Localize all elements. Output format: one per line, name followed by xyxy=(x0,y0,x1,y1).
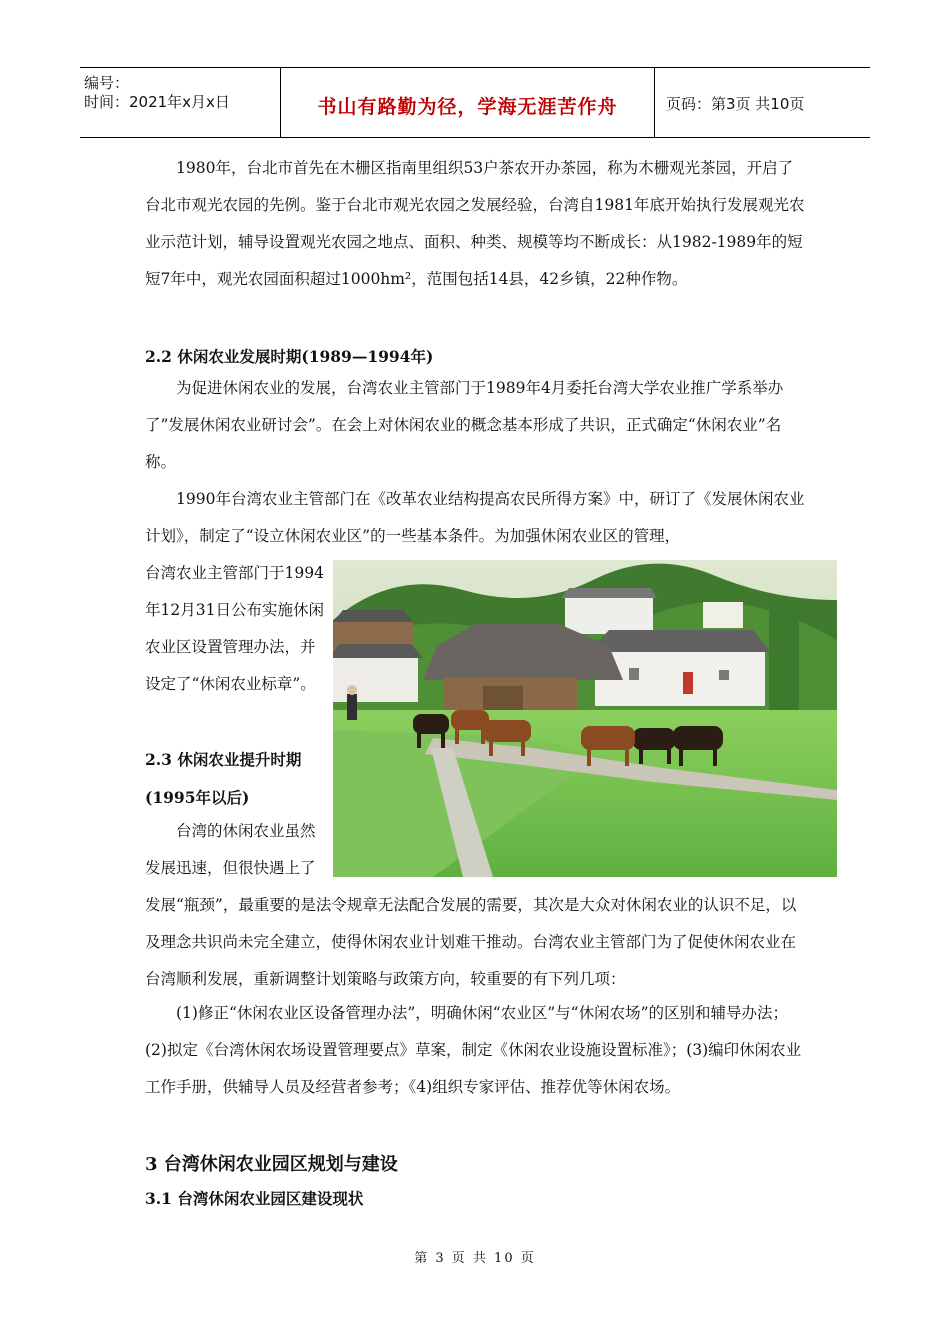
heading-2-3-years: (1995年以后) xyxy=(145,788,250,807)
paragraph-4: 发展“瓶颈”，最重要的是法令规章无法配合发展的需要，其次是大众对休闲农业的认识不足，以及理念共识尚未完全建立，使得休闲农业计划难干推动。台湾农业主管部门为了促使休闲农业在台湾顺利发展，重新调整计划策略与政策方向，较重要的有下列几项： xyxy=(145,896,797,988)
paragraph-4-start: 台湾的休闲农业虽然发展迅速，但很快遇上了 xyxy=(145,822,316,877)
document-date: 时间：2021年x月x日 xyxy=(84,93,230,111)
heading-3-1: 3.1 台湾休闲农业园区建设现状 xyxy=(145,1189,364,1208)
header-meta xyxy=(84,74,230,112)
header-motto: 书山有路勤为径，学海无涯苦作舟 xyxy=(317,96,618,118)
header-page-info: 页码：第3页 共10页 xyxy=(666,95,805,113)
paragraph-1: 1980年，台北市首先在木栅区指南里组织53户茶农开办茶园，称为木栅观光茶园，开启了台北市观光农园的先例。鉴于台北市观光农园之发展经验，台湾自1981年底开始执行发展观光农业示范计划，辅导设置观光农园之地点、面积、种类、规模等均不断成长：从1982-1989年的短短7年中，观光农园面积超过1000hm²，范围包括14县，42乡镇，22种作物。 xyxy=(145,159,805,288)
page-footer: 第 3 页 共 10 页 xyxy=(414,1251,536,1266)
paragraph-3: 1990年台湾农业主管部门在《改革农业结构提高农民所得方案》中，研订了《发展休闲农业计划》，制定了“设立休闲农业区”的一些基本条件。为加强休闲农业区的管理， xyxy=(145,490,805,545)
paragraph-3-continued: 台湾农业主管部门于1994年12月31日公布实施休闲农业区设置管理办法，并设定了“休闲农业标章”。 xyxy=(145,564,324,693)
heading-3: 3 台湾休闲农业园区规划与建设 xyxy=(145,1154,398,1175)
header-divider xyxy=(654,68,655,137)
heading-2-3: 2.3 休闲农业提升时期 xyxy=(145,750,302,769)
heading-2-2: 2.2 休闲农业发展时期(1989—1994年) xyxy=(145,347,434,366)
farm-village-photo xyxy=(333,560,837,877)
paragraph-5: (1)修正“休闲农业区设备管理办法”，明确休闲“农业区”与“休闲农场”的区别和辅导办法；(2)拟定《台湾休闲农场设置管理要点》草案，制定《休闲农业设施设置标准》；(3)编印休闲农业工作手册，供辅导人员及经营者参考；《4)组织专家评估、推荐优等休闲农场。 xyxy=(145,1004,802,1096)
document-number-label: 编号： xyxy=(84,74,130,92)
paragraph-2: 为促进休闲农业的发展，台湾农业主管部门于1989年4月委托台湾大学农业推广学系举办了”发展休闲农业研讨会”。在会上对休闲农业的概念基本形成了共识，正式确定“休闲农业”名称。 xyxy=(145,379,784,471)
page-header xyxy=(80,67,870,138)
